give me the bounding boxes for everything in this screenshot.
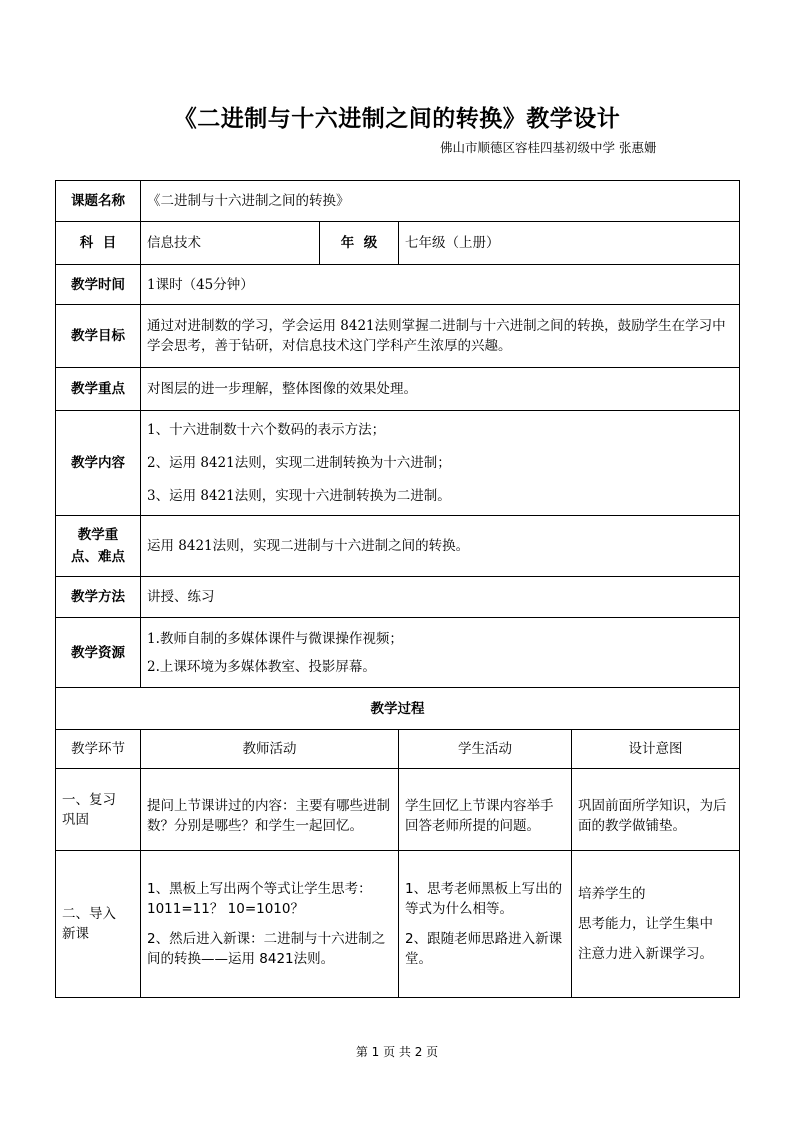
header-intent: 设计意图 xyxy=(572,730,740,769)
subject-label: 科 目 xyxy=(56,222,141,265)
header-stage: 教学环节 xyxy=(56,730,141,769)
method-value: 讲授、练习 xyxy=(141,577,740,618)
row-method xyxy=(56,577,740,618)
row-time xyxy=(56,265,740,305)
process-header-row xyxy=(56,730,740,769)
process-row xyxy=(56,851,740,998)
course-name-label: 课题名称 xyxy=(56,181,141,222)
row-focus xyxy=(56,368,740,411)
document-title: 《二进制与十六进制之间的转换》教学设计 xyxy=(173,106,621,132)
subject-value: 信息技术 xyxy=(141,222,320,265)
design-intent: 巩固前面所学知识，为后面的教学做铺垫。 xyxy=(572,769,740,851)
content-item: 1、十六进制数十六个数码的表示方法； xyxy=(147,421,386,438)
author-line: 佛山市顺德区容桂四基初级中学 张惠姗 xyxy=(440,140,657,155)
lesson-plan-table xyxy=(55,180,740,998)
row-process-title xyxy=(56,688,740,730)
design-intent: 培养学生的 思考能力，让学生集中 注意力进入新课学习。 xyxy=(572,851,740,998)
content-item: 3、运用 8421法则，实现十六进制转换为二进制。 xyxy=(147,487,451,504)
header-teacher: 教师活动 xyxy=(141,730,399,769)
row-subject-grade xyxy=(56,222,740,265)
goal-value: 通过对进制数的学习，学会运用 8421法则掌握二进制与十六进制之间的转换，鼓励学生在学习中学会思考，善于钻研，对信息技术这门学科产生浓厚的兴趣。 xyxy=(141,305,740,368)
stage-cell: 二、导入 新课 xyxy=(56,851,141,998)
process-row xyxy=(56,769,740,851)
grade-label: 年 级 xyxy=(320,222,399,265)
method-label: 教学方法 xyxy=(56,577,141,618)
content-list xyxy=(141,411,740,516)
teacher-activity: 提问上节课讲过的内容：主要有哪些进制数？分别是哪些？和学生一起回忆。 xyxy=(141,769,399,851)
header-student: 学生活动 xyxy=(399,730,572,769)
row-content xyxy=(56,411,740,516)
row-keypoints xyxy=(56,516,740,577)
resource-label: 教学资源 xyxy=(56,618,141,688)
keypoint-label: 教学重 点、难点 xyxy=(56,516,141,577)
time-label: 教学时间 xyxy=(56,265,141,305)
page-footer: 第 1 页 共 2 页 xyxy=(355,1045,439,1059)
focus-label: 教学重点 xyxy=(56,368,141,411)
time-value: 1课时（45分钟） xyxy=(141,265,740,305)
focus-value: 对图层的进一步理解，整体图像的效果处理。 xyxy=(141,368,740,411)
student-activity: 学生回忆上节课内容举手回答老师所提的问题。 xyxy=(399,769,572,851)
content-label: 教学内容 xyxy=(56,411,141,516)
process-title: 教学过程 xyxy=(56,688,740,730)
resource-list xyxy=(141,618,740,688)
row-course-name xyxy=(56,181,740,222)
goal-label: 教学目标 xyxy=(56,305,141,368)
resource-item: 2.上课环境为多媒体教室、投影屏幕。 xyxy=(147,658,376,675)
student-activity: 1、思考老师黑板上写出的等式为什么相等。 2、跟随老师思路进入新课堂。 xyxy=(399,851,572,998)
resource-item: 1.教师自制的多媒体课件与微课操作视频； xyxy=(147,630,403,647)
teacher-activity: 1、黑板上写出两个等式让学生思考：1011=11？ 10=1010？ 2、然后进入新课：二进制与十六进制之间的转换——运用 8421法则。 xyxy=(141,851,399,998)
row-resource xyxy=(56,618,740,688)
content-item: 2、运用 8421法则，实现二进制转换为十六进制； xyxy=(147,454,451,471)
course-name-value: 《二进制与十六进制之间的转换》 xyxy=(141,181,740,222)
keypoint-value: 运用 8421法则，实现二进制与十六进制之间的转换。 xyxy=(141,516,740,577)
stage-cell: 一、复习 巩固 xyxy=(56,769,141,851)
grade-value: 七年级（上册） xyxy=(399,222,740,265)
row-goal xyxy=(56,305,740,368)
